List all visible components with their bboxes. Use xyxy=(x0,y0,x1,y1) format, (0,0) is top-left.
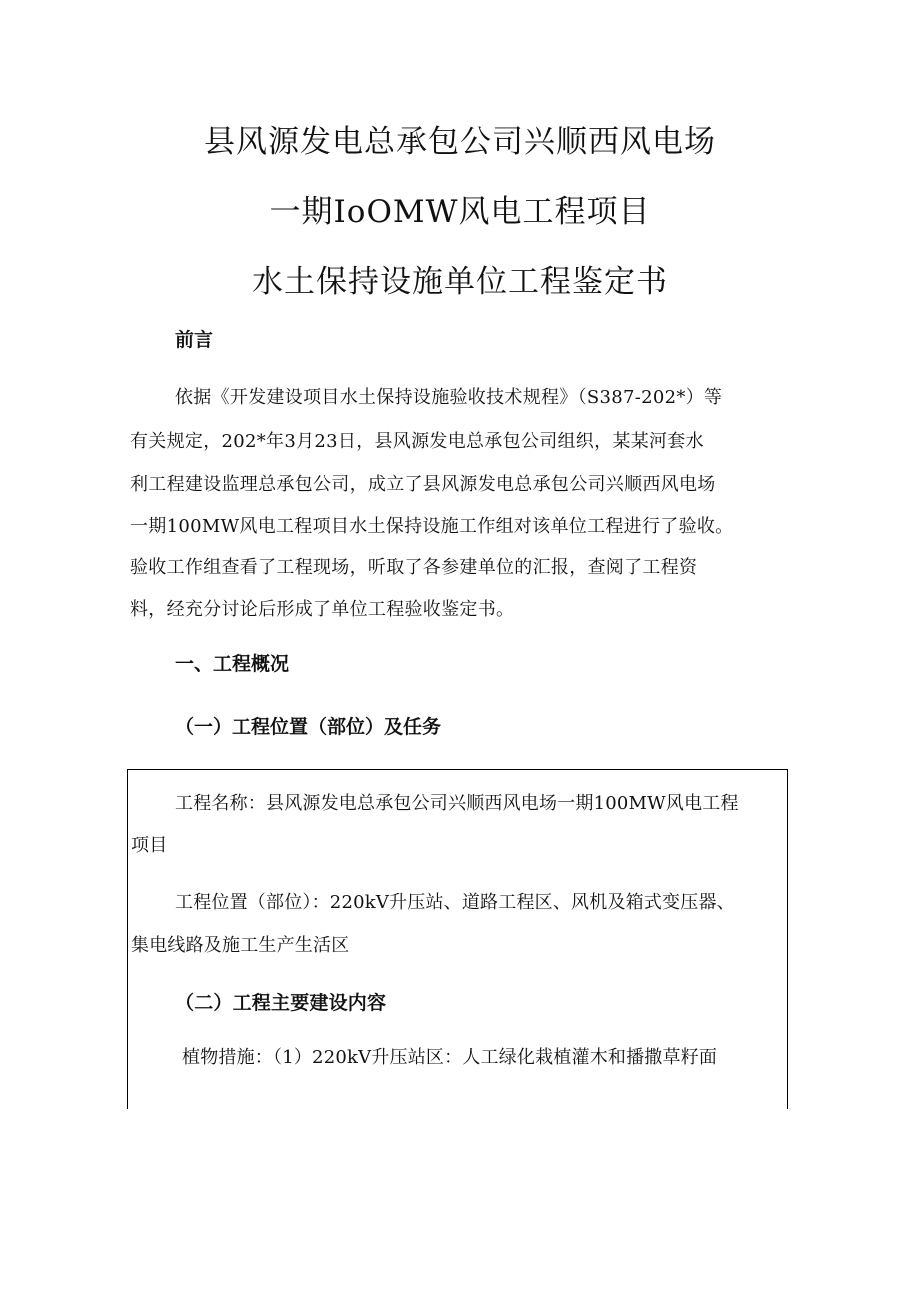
document-title-line-1: 县风源发电总承包公司兴顺西风电场 xyxy=(204,124,716,160)
foreword-line: 利工程建设监理总承包公司，成立了县风源发电总承包公司兴顺西风电场 xyxy=(130,474,716,495)
section-1-2-heading: （二）工程主要建设内容 xyxy=(175,992,387,1014)
plant-measures-line: 植物措施：（1）220kV升压站区：人工绿化栽植灌木和播撒草籽面 xyxy=(182,1047,718,1068)
project-name-line: 工程名称：县风源发电总承包公司兴顺西风电场一期100MW风电工程 xyxy=(175,793,739,814)
section-1-1-heading: （一）工程位置（部位）及任务 xyxy=(175,716,442,738)
foreword-line: 依据《开发建设项目水土保持设施验收技术规程》（S387-202*）等 xyxy=(175,387,723,408)
foreword-heading: 前言 xyxy=(175,329,214,351)
foreword-line: 验收工作组查看了工程现场，听取了各参建单位的汇报，查阅了工程资 xyxy=(130,557,698,578)
section-1-heading: 一、工程概况 xyxy=(175,653,290,675)
project-info-table xyxy=(127,769,788,1109)
foreword-line: 料，经充分讨论后形成了单位工程验收鉴定书。 xyxy=(130,599,515,620)
project-name-line-continued: 项目 xyxy=(131,835,168,856)
document-title-line-3: 水土保持设施单位工程鉴定书 xyxy=(252,264,668,300)
foreword-line: 一期100MW风电工程项目水土保持设施工作组对该单位工程进行了验收。 xyxy=(130,516,734,537)
project-location-line-continued: 集电线路及施工生产生活区 xyxy=(131,935,350,956)
document-title-line-2: 一期IoOMW风电工程项目 xyxy=(269,194,651,230)
project-location-line: 工程位置（部位）：220kV升压站、道路工程区、风机及箱式变压器、 xyxy=(175,892,735,913)
foreword-line: 有关规定，202*年3月23日，县风源发电总承包公司组织，某某河套水 xyxy=(130,431,704,452)
